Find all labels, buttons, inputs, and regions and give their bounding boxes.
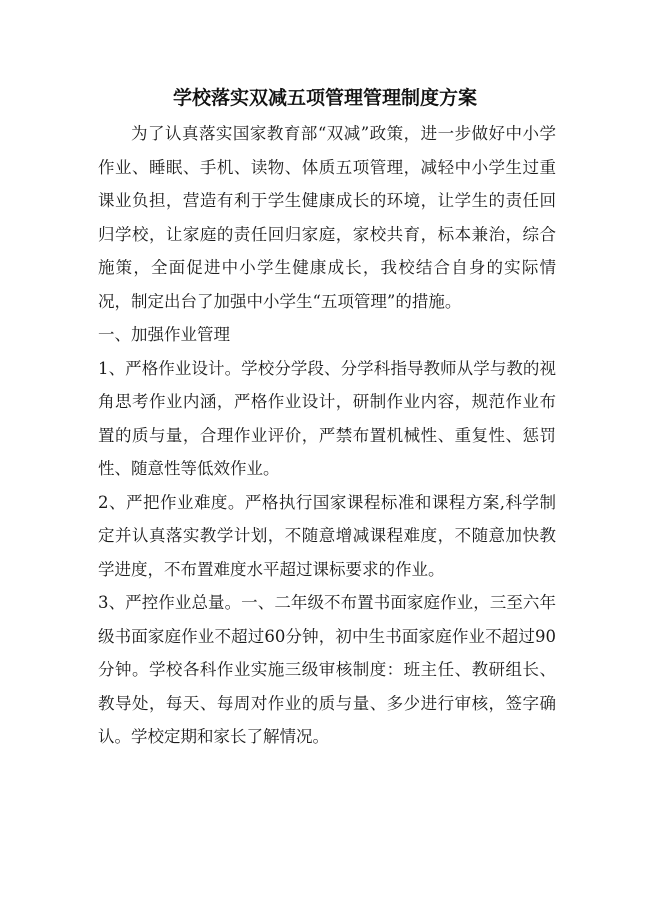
section-heading-homework: 一、加强作业管理 xyxy=(98,325,230,344)
document-body xyxy=(98,117,556,754)
document-title: 学校落实双减五项管理管理制度方案 xyxy=(172,87,477,109)
list-item-design: 1、严格作业设计。学校分学段、分学科指导教师从学与教的视角思考作业内涵，严格作业设计，研制作业内容，规范作业布置的质与量，合理作业评价，严禁布置机械性、重复性、惩罚性、随意性等低效作业。 xyxy=(98,358,556,478)
list-item-difficulty: 2、严把作业难度。严格执行国家课程标准和课程方案,科学制定并认真落实教学计划，不随意增减课程难度，不随意加快教学进度，不布置难度水平超过课标要求的作业。 xyxy=(98,492,556,579)
list-item-total: 3、严控作业总量。一、二年级不布置书面家庭作业，三至六年级书面家庭作业不超过60分钟，初中生书面家庭作业不超过90分钟。学校各科作业实施三级审核制度：班主任、教研组长、教导处，每天、每周对作业的质与量、多少进行审核，签字确认。学校定期和家长了解情况。 xyxy=(98,593,556,746)
intro-paragraph: 为了认真落实国家教育部“双减”政策，进一步做好中小学作业、睡眠、手机、读物、体质五项管理，减轻中小学生过重课业负担，营造有利于学生健康成长的环境，让学生的责任回归学校，让家庭的责任回归家庭，家校共育，标本兼治，综合施策，全面促进中小学生健康成长，我校结合自身的实际情况，制定出台了加强中小学生“五项管理”的措施。 xyxy=(98,124,556,311)
